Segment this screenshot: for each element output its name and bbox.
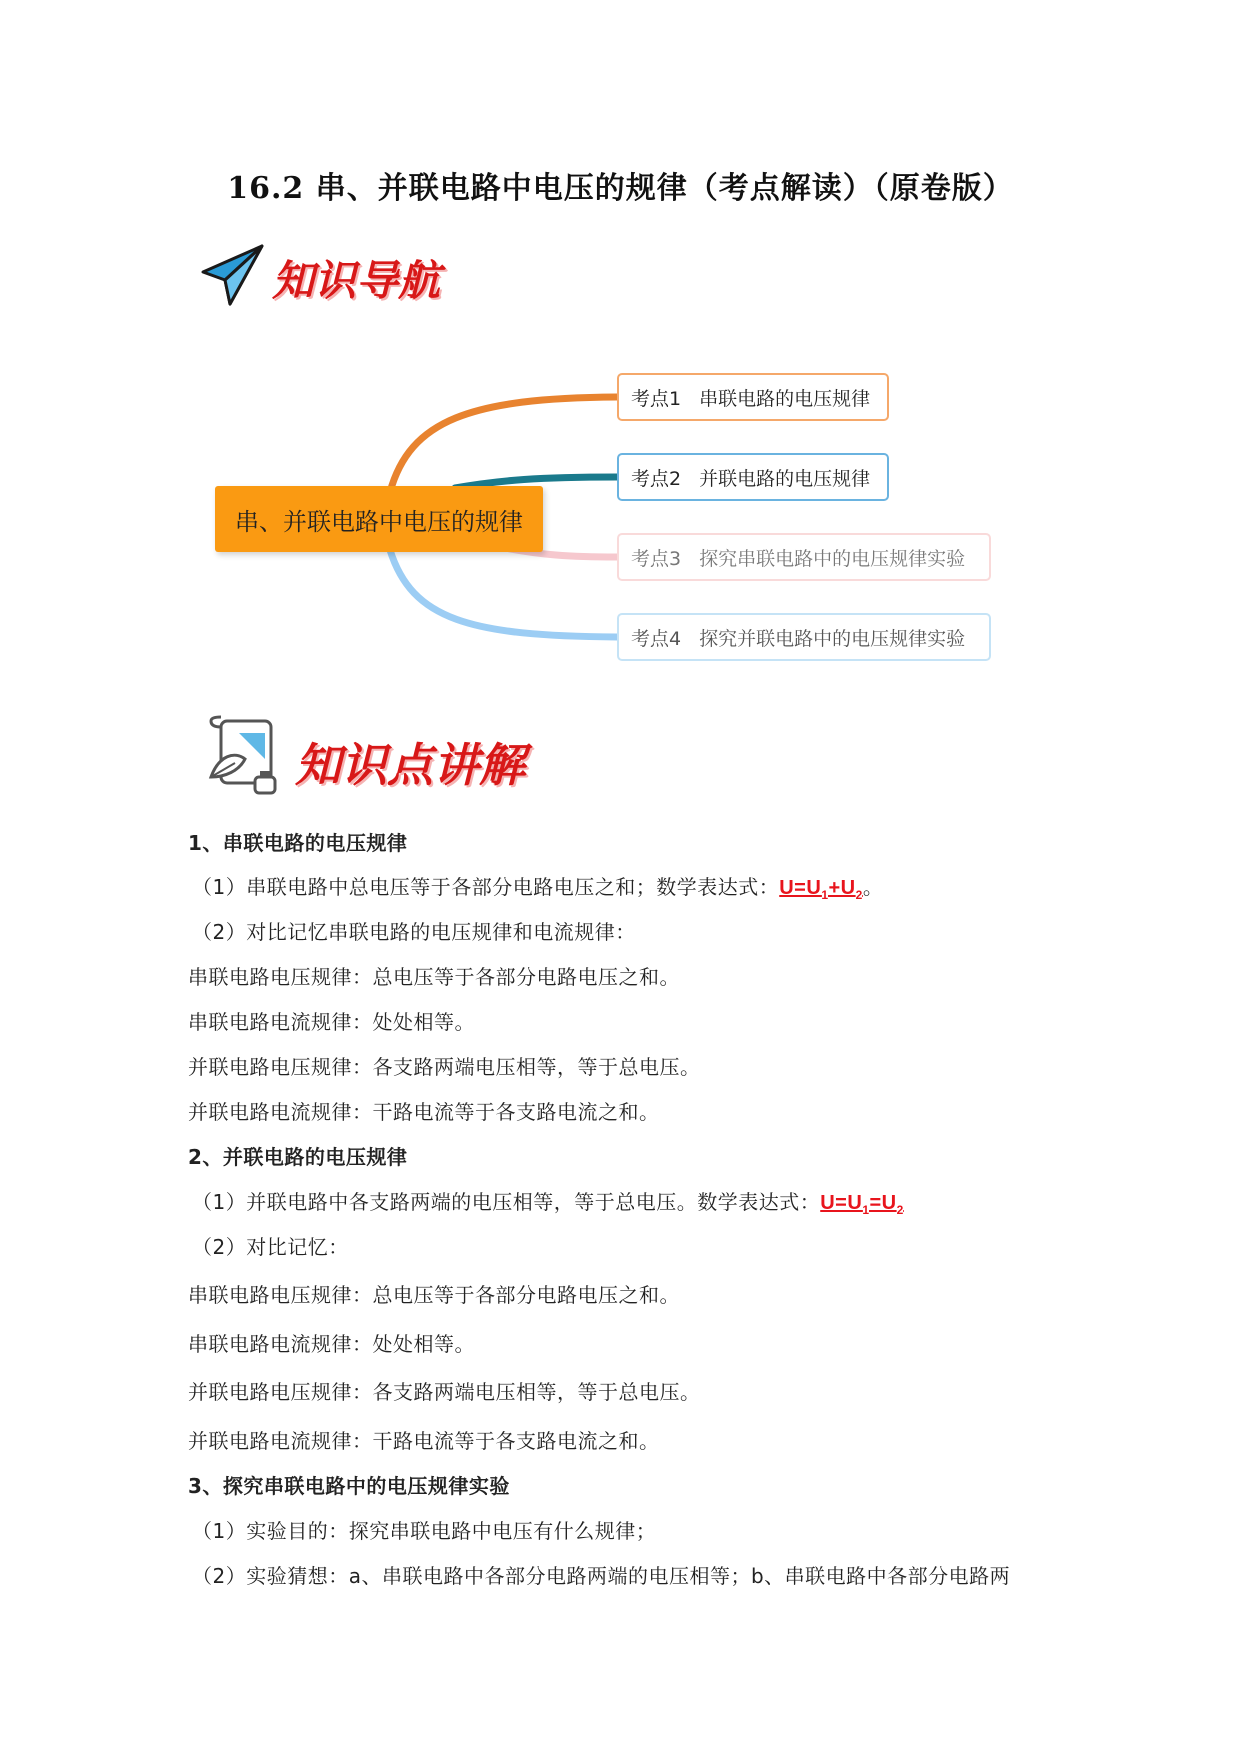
compare-line: 串联电路电压规律：总电压等于各部分电路电压之和。 (188, 965, 680, 989)
section-2-paragraph-1 (192, 1186, 904, 1217)
formula-parallel-voltage (820, 1192, 904, 1217)
formula-series-voltage (779, 877, 863, 902)
node-label: 考点1 (631, 387, 682, 410)
mind-map-center: 串、并联电路中电压的规律 (215, 486, 543, 552)
paper-plane-icon (200, 242, 266, 308)
compare-line: 串联电路电流规律：处处相等。 (188, 1010, 475, 1034)
mind-map (0, 330, 1241, 690)
knowledge-explain-banner (205, 715, 565, 805)
node-label: 考点4 (631, 627, 682, 650)
connector-4 (390, 550, 617, 637)
section-heading-3: 3、探究串联电路中的电压规律实验 (188, 1474, 510, 1498)
mind-map-node-4 (617, 613, 991, 661)
compare-line: 并联电路电压规律：各支路两端电压相等，等于总电压。 (188, 1380, 701, 1404)
formula-subscript: 1 (862, 1203, 870, 1217)
compare-line: 并联电路电压规律：各支路两端电压相等，等于总电压。 (188, 1055, 701, 1079)
compare-line: 串联电路电流规律：处处相等。 (188, 1332, 475, 1356)
section-heading-1: 1、串联电路的电压规律 (188, 831, 408, 855)
mind-map-node-1 (617, 373, 889, 421)
section-1-paragraph-2: （2）对比记忆串联电路的电压规律和电流规律： (192, 920, 636, 944)
banner-title-explain: 知识点讲解 (295, 738, 525, 792)
node-label: 考点3 (631, 547, 682, 570)
paragraph-text: （1）串联电路中总电压等于各部分电路电压之和；数学表达式： (192, 875, 780, 899)
formula-part: U=U (820, 1192, 863, 1214)
paragraph-end: 。 (862, 875, 884, 899)
formula-subscript: 2 (896, 1203, 904, 1217)
compare-line: 并联电路电流规律：干路电流等于各支路电流之和。 (188, 1429, 660, 1453)
banner-title-nav: 知识导航 (272, 256, 441, 305)
section-3-paragraph-1: （1）实验目的：探究串联电路中电压有什么规律； (192, 1519, 657, 1543)
knowledge-nav-banner (200, 240, 460, 310)
node-text: 探究并联电路中的电压规律实验 (699, 627, 966, 650)
formula-part: =U (869, 1192, 897, 1214)
section-1-paragraph-1 (192, 871, 883, 902)
page-title: 16.2 串、并联电路中电压的规律（考点解读）（原卷版） (227, 171, 1014, 206)
formula-part: U=U (779, 877, 822, 899)
formula-subscript: 1 (821, 888, 829, 902)
formula-subscript: 2 (855, 888, 863, 902)
section-3-paragraph-2: （2）实验猜想：a、串联电路中各部分电路两端的电压相等；b、串联电路中各部分电路两 (192, 1564, 1011, 1588)
node-text: 探究串联电路中的电压规律实验 (699, 547, 966, 570)
mind-map-node-2 (617, 453, 889, 501)
paragraph-text: （1）并联电路中各支路两端的电压相等，等于总电压。数学表达式： (192, 1190, 821, 1214)
section-heading-2: 2、并联电路的电压规律 (188, 1145, 408, 1169)
compare-line: 串联电路电压规律：总电压等于各部分电路电压之和。 (188, 1283, 680, 1307)
scroll-quill-icon (205, 715, 283, 799)
formula-part: +U (828, 877, 856, 899)
section-2-paragraph-2: （2）对比记忆： (192, 1235, 349, 1259)
compare-line: 并联电路电流规律：干路电流等于各支路电流之和。 (188, 1100, 660, 1124)
node-text: 并联电路的电压规律 (699, 467, 871, 490)
node-label: 考点2 (631, 467, 682, 490)
node-text: 串联电路的电压规律 (699, 387, 871, 410)
mind-map-node-3 (617, 533, 991, 581)
